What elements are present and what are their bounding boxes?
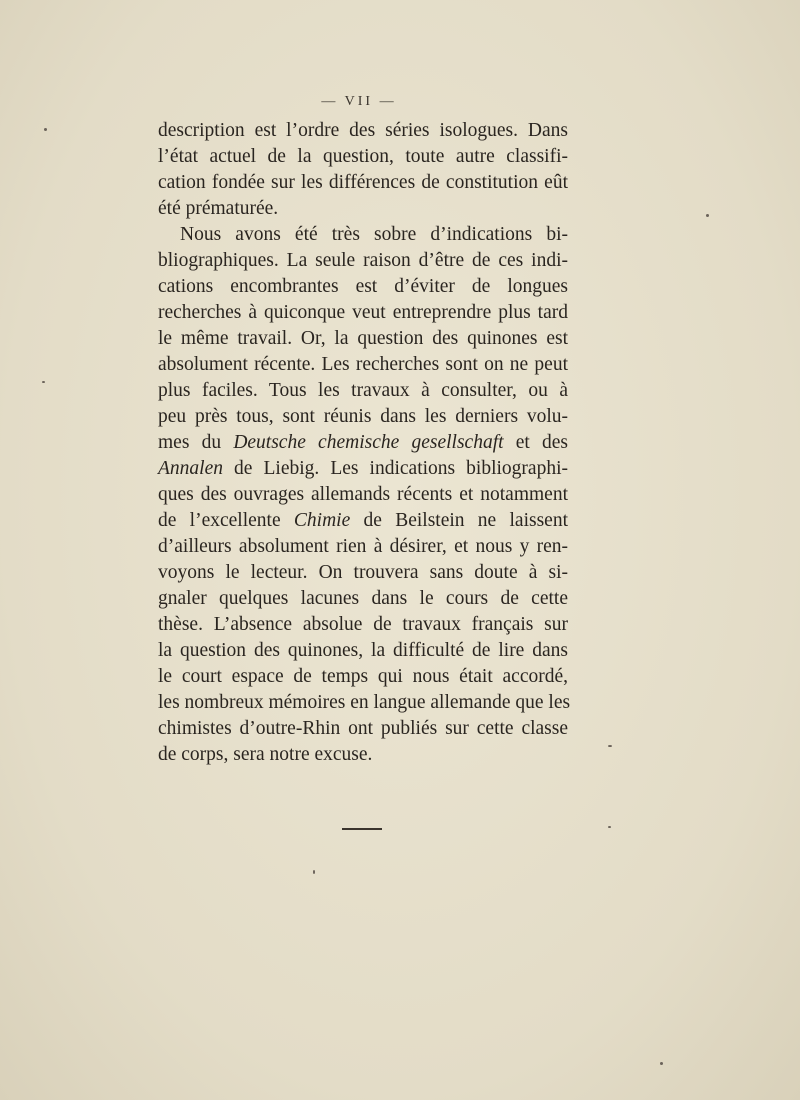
text-line: cations encombrantes est d’éviter de longues: [158, 276, 568, 297]
text-line: gnaler quelques lacunes dans le cours de cette: [158, 588, 568, 609]
paper-speck: [313, 870, 315, 874]
text-line: peu près tous, sont réunis dans les derniers volu-: [158, 406, 568, 427]
text-line: plus faciles. Tous les travaux à consulter, ou à: [158, 380, 568, 401]
text-line: voyons le lecteur. On trouvera sans doute à si-: [158, 562, 568, 583]
paper-speck: [608, 826, 611, 828]
text-line: ques des ouvrages allemands récents et notamment: [158, 484, 568, 505]
paper-speck: [42, 381, 45, 383]
text-line: thèse. L’absence absolue de travaux français sur: [158, 614, 568, 635]
text-line: de corps, sera notre excuse.: [158, 744, 373, 765]
text-line: de l’excellente Chimie de Beilstein ne laissent: [158, 510, 568, 531]
text-line: Nous avons été très sobre d’indications bi-: [180, 224, 568, 245]
text-line: mes du Deutsche chemische gesellschaft et des: [158, 432, 568, 453]
text-line: cation fondée sur les différences de constitution eût: [158, 172, 568, 193]
text-line: l’état actuel de la question, toute autre classifi-: [158, 146, 568, 167]
text-line: recherches à quiconque veut entreprendre plus tard: [158, 302, 568, 323]
page-number: — VII —: [321, 94, 397, 109]
text-line: Annalen de Liebig. Les indications bibliographi-: [158, 458, 568, 479]
text-line: les nombreux mémoires en langue allemande que les: [158, 692, 571, 713]
text-line: d’ailleurs absolument rien à désirer, et nous y ren-: [158, 536, 568, 557]
text-line: bliographiques. La seule raison d’être de ces indi-: [158, 250, 568, 271]
text-line: le court espace de temps qui nous était accordé,: [158, 666, 568, 687]
paper-speck: [608, 745, 612, 747]
closing-rule: [342, 828, 382, 830]
text-line: absolument récente. Les recherches sont on ne peut: [158, 354, 568, 375]
body-text: [158, 118, 571, 768]
text-line: la question des quinones, la difficulté de lire dans: [158, 640, 568, 661]
text-line: chimistes d’outre-Rhin ont publiés sur cette classe: [158, 718, 568, 739]
paper-speck: [660, 1062, 663, 1065]
text-line: été prématurée.: [158, 198, 279, 219]
paper-speck: [706, 214, 709, 217]
text-line: le même travail. Or, la question des quinones est: [158, 328, 568, 349]
paper-speck: [44, 128, 47, 131]
text-line: description est l’ordre des séries isologues. Dans: [158, 120, 568, 141]
